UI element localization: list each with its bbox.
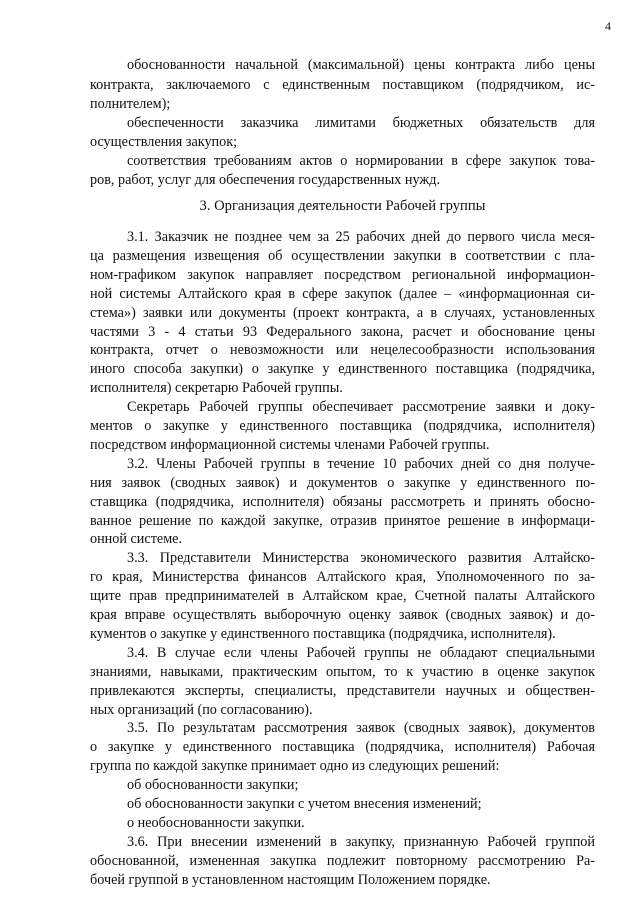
text-line: Секретарь Рабочей группы обеспечивает рассмотрение заявки и доку-: [127, 399, 595, 415]
text-line: контракта, заключаемого с единственным поставщиком (подрядчиком, ис-: [90, 77, 595, 93]
text-line: го края, Министерства финансов Алтайского края, Уполномоченного по за-: [90, 569, 595, 585]
text-line: бочей группой в установленном настоящим Положением порядке.: [90, 872, 491, 888]
text-line: ментов о закупке у единственного поставщика (подрядчика, исполнителя): [90, 418, 595, 434]
text-line: о закупке у единственного поставщика (подрядчика, исполнителя) Рабочая: [90, 739, 595, 755]
text-line: ставщика (подрядчика, исполнителя) обязаны рассмотреть и принять обосно-: [90, 494, 595, 510]
text-line: обеспеченности заказчика лимитами бюджетных обязательств для: [127, 115, 595, 131]
text-line: ния заявок (сводных заявок) и документов о закупке у единственного по-: [90, 475, 595, 491]
text-line: иного способа закупки) о закупке у единственного поставщика (подрядчика,: [90, 361, 595, 377]
text-line: привлекаются эксперты, специалисты, представители научных и обществен-: [90, 683, 595, 699]
text-line: ров, работ, услуг для обеспечения государственных нужд.: [90, 172, 440, 188]
text-line: знаниями, навыками, практическим опытом, то к участию в оценке закупок: [90, 664, 595, 680]
text-line: стема») заявки или документы (проект контракта, а в случаях, установленных: [90, 305, 595, 321]
list-item: о необоснованности закупки.: [127, 815, 305, 831]
text-line: кументов о закупке у единственного поставщика (подрядчика, исполнителя).: [90, 626, 556, 642]
text-line: соответствия требованиям актов о нормировании в сфере закупок това-: [127, 153, 595, 169]
list-item: об обоснованности закупки;: [127, 777, 299, 793]
text-line: группа по каждой закупке принимает одно из следующих решений:: [90, 758, 500, 774]
text-line: ца размещения извещения об осуществлении закупки в соответствии с пла-: [90, 248, 595, 264]
section-heading: 3. Организация деятельности Рабочей группы: [199, 198, 486, 214]
text-line: 3.2. Члены Рабочей группы в течение 10 рабочих дней со дня получе-: [127, 456, 595, 472]
text-line: ной системы Алтайского края в сфере закупок (далее – «информационная си-: [90, 286, 595, 302]
text-line: 3.6. При внесении изменений в закупку, признанную Рабочей группой: [127, 834, 595, 850]
text-line: онной системе.: [90, 531, 183, 547]
text-line: частями 3 - 4 статьи 93 Федерального закона, расчет и обоснование цены: [90, 324, 595, 340]
text-line: осуществления закупок;: [90, 134, 238, 150]
text-line: ных организаций (по согласованию).: [90, 702, 313, 718]
text-line: 3.4. В случае если члены Рабочей группы не обладают специальными: [127, 645, 595, 661]
text-line: щите прав предпринимателей в Алтайском крае, Счетной палаты Алтайского: [90, 588, 595, 604]
text-line: обоснованности начальной (максимальной) цены контракта либо цены: [127, 57, 595, 73]
text-line: края вправе осуществлять выборочную оценку заявок (сводных заявок) и до-: [90, 607, 595, 623]
page-number: 4: [605, 19, 611, 33]
text-line: 3.1. Заказчик не позднее чем за 25 рабочих дней до первого числа меся-: [127, 229, 595, 245]
text-line: ном-графиком закупок направляет посредством региональной информацион-: [90, 267, 595, 283]
text-line: исполнителя) секретарю Рабочей группы.: [90, 380, 343, 396]
text-line: посредством информационной системы членами Рабочей группы.: [90, 437, 490, 453]
list-item: об обоснованности закупки с учетом внесения изменений;: [127, 796, 482, 812]
text-line: контракта, отчет о невозможности или нецелесообразности использования: [90, 342, 595, 358]
text-line: полнителем);: [90, 96, 171, 112]
text-line: 3.3. Представители Министерства экономического развития Алтайско-: [127, 550, 595, 566]
text-line: обоснованной, измененная закупка подлежит повторному рассмотрению Ра-: [90, 853, 595, 869]
text-line: 3.5. По результатам рассмотрения заявок (сводных заявок), документов: [127, 720, 595, 736]
text-line: ванное решение по каждой закупке, отразив принятое решение в информаци-: [90, 513, 595, 529]
